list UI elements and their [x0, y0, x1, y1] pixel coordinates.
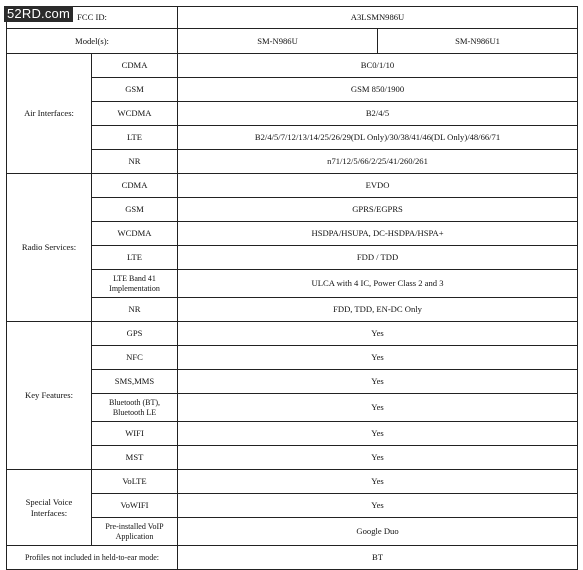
table-row — [7, 422, 578, 446]
table-row — [7, 298, 578, 322]
row-name: LTE — [92, 246, 178, 270]
table-row — [7, 518, 578, 546]
table-row — [7, 78, 578, 102]
row-name: LTE — [92, 126, 178, 150]
key-features-label: Key Features: — [7, 322, 92, 470]
table-row — [7, 198, 578, 222]
row-name: GSM — [92, 78, 178, 102]
row-value: Yes — [178, 322, 578, 346]
row-name: NR — [92, 150, 178, 174]
table-row — [7, 126, 578, 150]
table-row — [7, 494, 578, 518]
row-name: CDMA — [92, 174, 178, 198]
models-label: Model(s): — [7, 29, 178, 54]
radio-services-label: Radio Services: — [7, 174, 92, 322]
row-value: EVDO — [178, 174, 578, 198]
row-value: B2/4/5/7/12/13/14/25/26/29(DL Only)/30/38/41/46(DL Only)/48/66/71 — [178, 126, 578, 150]
table-row — [7, 470, 578, 494]
row-name: LTE Band 41 Implementation — [92, 270, 178, 298]
table-row — [7, 54, 578, 78]
row-name: Bluetooth (BT), Bluetooth LE — [92, 394, 178, 422]
row-name: NFC — [92, 346, 178, 370]
row-value: Yes — [178, 370, 578, 394]
device-spec-table — [6, 6, 578, 570]
row-name: WIFI — [92, 422, 178, 446]
table-row — [7, 346, 578, 370]
row-value: GSM 850/1900 — [178, 78, 578, 102]
table-row — [7, 394, 578, 422]
row-name: Pre-installed VoIP Application — [92, 518, 178, 546]
table-row — [7, 270, 578, 298]
table-row — [7, 222, 578, 246]
air-interfaces-label: Air Interfaces: — [7, 54, 92, 174]
row-name: NR — [92, 298, 178, 322]
row-value: FDD / TDD — [178, 246, 578, 270]
model-2: SM-N986U1 — [378, 29, 578, 54]
row-value: n71/12/5/66/2/25/41/260/261 — [178, 150, 578, 174]
row-value: Yes — [178, 422, 578, 446]
row-value: Google Duo — [178, 518, 578, 546]
row-name: GPS — [92, 322, 178, 346]
table-row — [7, 102, 578, 126]
row-value: Yes — [178, 470, 578, 494]
fcc-id-label: FCC ID: — [7, 7, 178, 29]
table-row — [7, 174, 578, 198]
site-watermark: 52RD.com — [4, 6, 73, 22]
models-row — [7, 29, 578, 54]
row-value: ULCA with 4 IC, Power Class 2 and 3 — [178, 270, 578, 298]
row-name: MST — [92, 446, 178, 470]
row-name: CDMA — [92, 54, 178, 78]
row-value: GPRS/EGPRS — [178, 198, 578, 222]
special-voice-label: Special Voice Interfaces: — [7, 470, 92, 546]
fcc-id-row — [7, 7, 578, 29]
row-name: VoWIFI — [92, 494, 178, 518]
row-name: WCDMA — [92, 102, 178, 126]
row-value: Yes — [178, 494, 578, 518]
table-row — [7, 150, 578, 174]
row-name: WCDMA — [92, 222, 178, 246]
row-value: B2/4/5 — [178, 102, 578, 126]
table-row — [7, 246, 578, 270]
model-1: SM-N986U — [178, 29, 378, 54]
row-value: Yes — [178, 394, 578, 422]
profiles-row — [7, 546, 578, 570]
row-value: Yes — [178, 346, 578, 370]
table-row — [7, 446, 578, 470]
row-value: Yes — [178, 446, 578, 470]
row-name: SMS,MMS — [92, 370, 178, 394]
row-value: HSDPA/HSUPA, DC-HSDPA/HSPA+ — [178, 222, 578, 246]
profiles-value: BT — [178, 546, 578, 570]
fcc-id-value: A3LSMN986U — [178, 7, 578, 29]
table-row — [7, 370, 578, 394]
row-name: GSM — [92, 198, 178, 222]
table-row — [7, 322, 578, 346]
row-value: FDD, TDD, EN-DC Only — [178, 298, 578, 322]
row-value: BC0/1/10 — [178, 54, 578, 78]
row-name: VoLTE — [92, 470, 178, 494]
profiles-label: Profiles not included in held-to-ear mode: — [7, 546, 178, 570]
